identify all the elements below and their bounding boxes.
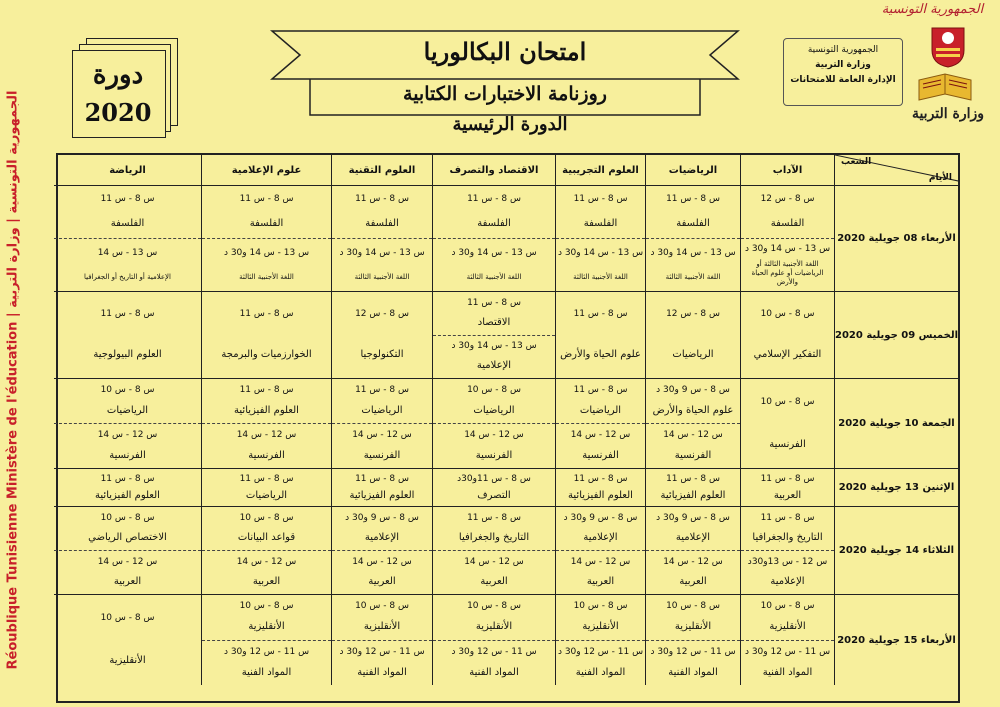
exam-time: س 8 - س 10: [239, 513, 294, 523]
exam-subject: المواد الفنية: [762, 666, 813, 678]
exam-time: س 8 - س 11: [100, 308, 155, 319]
exam-subject: الفرنسية: [769, 438, 806, 450]
exam-slot: [433, 379, 555, 423]
exam-time: س 12 - س 13و30د: [747, 557, 828, 567]
exam-cell: [740, 469, 834, 507]
exam-subject: التاريخ والجغرافيا: [752, 532, 823, 543]
exam-subject: الإعلامية: [476, 360, 512, 372]
exam-subject: العربية: [113, 576, 142, 587]
exam-cell: [201, 507, 331, 595]
exam-cell: [201, 379, 331, 469]
ministry-stamp: [783, 38, 903, 106]
exam-subject: الفلسفة: [477, 217, 511, 229]
exam-cell: [201, 292, 331, 379]
exam-subject: العلوم الفيزيائية: [660, 489, 726, 501]
exam-slot: [433, 469, 555, 506]
exam-slot: [332, 507, 432, 550]
exam-time: س 11 - س 12 و30 د: [744, 646, 831, 657]
exam-time: س 8 - س 11: [239, 308, 294, 319]
exam-subject: اللغة الأجنبية الثالثة: [354, 273, 410, 281]
exam-subject: الأنقليزية: [582, 621, 619, 633]
exam-time: س 12 - س 14: [236, 430, 297, 441]
exam-schedule-table: [56, 153, 960, 703]
exam-slot: [54, 292, 201, 378]
exam-subject: الإعلامية: [770, 576, 805, 587]
exam-slot: [646, 469, 740, 506]
exam-subject: الأنقليزية: [363, 621, 401, 633]
exam-subject: الرياضيات: [579, 404, 622, 416]
day-label: الأربعاء 08 جويلية 2020: [834, 186, 958, 292]
exam-time: س 11 - س 12 و30 د: [223, 646, 310, 657]
exam-cell: [645, 595, 740, 685]
exam-time: س 8 - س 11: [355, 194, 409, 205]
exam-time: س 8 - س 10: [467, 601, 521, 612]
exam-slot: [332, 292, 432, 378]
exam-time: س 12 - س 14: [570, 557, 631, 567]
exam-subject: قواعد البيانات: [237, 532, 296, 543]
exam-slot: [646, 423, 740, 468]
exam-subtitle: روزنامة الاختبارات الكتابية: [403, 83, 607, 105]
exam-subject: الرياضيات: [672, 349, 714, 361]
emblem-icon: [928, 24, 968, 68]
exam-time: س 13 - س 14 و30 د: [223, 248, 310, 258]
exam-time: س 8 - س 10: [239, 601, 294, 612]
exam-slot: [433, 595, 555, 640]
exam-subject: اللغة الأجنبية الثالثة: [573, 273, 628, 281]
exam-subject: الاقتصاد: [477, 316, 511, 328]
section-header: الآداب: [740, 155, 834, 186]
exam-cell: [740, 507, 834, 595]
exam-time: س 12 - س 14: [352, 430, 412, 441]
exam-slot: [556, 292, 645, 378]
exam-subject: المواد الفنية: [357, 666, 407, 678]
exam-cell: [331, 507, 432, 595]
exam-slot: [741, 292, 834, 378]
exam-time: س 8 - س 10: [355, 601, 409, 612]
exam-time: س 8 - س 11: [760, 473, 815, 484]
stamp-line-2: وزارة التربية: [815, 60, 871, 70]
exam-slot: [741, 507, 834, 550]
exam-time: س 8 - س 10: [467, 385, 521, 396]
exam-time: س 11 - س 12 و30 د: [650, 646, 736, 657]
exam-cell: [54, 186, 201, 292]
corner-cell: [834, 155, 958, 186]
exam-slot: [556, 595, 645, 640]
exam-slot: [433, 335, 555, 379]
exam-slot: [646, 292, 740, 378]
exam-time: س 8 - س 9 و30 د: [656, 385, 730, 396]
exam-subject: العربية: [586, 576, 615, 587]
exam-slot: [332, 550, 432, 594]
exam-slot: [556, 423, 645, 468]
exam-time: س 8 - س 11: [573, 308, 628, 319]
exam-slot: [202, 507, 331, 550]
exam-subject: الفلسفة: [770, 217, 805, 229]
exam-slot: [54, 238, 201, 291]
exam-slot: [741, 595, 834, 640]
exam-subject: اللغة الأجنبية الثالثة: [665, 273, 721, 281]
exam-slot: [741, 640, 834, 686]
exam-cell: [331, 379, 432, 469]
exam-slot: [741, 469, 834, 506]
exam-slot: [556, 550, 645, 594]
session-badge: [72, 38, 180, 138]
exam-cell: [555, 469, 645, 507]
exam-cell: [740, 292, 834, 379]
exam-subject: الاختصاص الرياضي: [88, 532, 167, 543]
exam-time: س 8 - س 11: [467, 297, 521, 308]
exam-subject: الفلسفة: [676, 217, 710, 229]
exam-subject: اللغة الأجنبية الثالثة: [239, 273, 294, 281]
exam-cell: [432, 507, 555, 595]
exam-slot: [54, 507, 201, 550]
exam-cell: [555, 379, 645, 469]
stamp-line-1: الجمهورية التونسية: [807, 45, 879, 55]
exam-slot: [646, 507, 740, 550]
exam-slot: [741, 186, 834, 238]
exam-time: س 8 - س 11: [355, 473, 409, 484]
exam-time: س 12 - س 14: [352, 557, 412, 567]
exam-time: س 12 - س 14: [464, 557, 524, 567]
exam-time: س 13 - س 14 و30 د: [339, 248, 425, 258]
section-header: الاقتصاد والتصرف: [432, 155, 555, 186]
exam-time: س 12 - س 14: [97, 430, 158, 441]
exam-cell: [54, 595, 201, 685]
exam-subject: اللغة الأجنبية الثالثة: [466, 273, 522, 281]
exam-subject: اللغة الأجنبية الثالثة أو الرياضيات أو علوم الحياة والأرض: [751, 259, 824, 286]
exam-cell: [54, 292, 201, 379]
exam-slot: [741, 550, 834, 594]
day-label: الثلاثاء 14 جويلية 2020: [834, 507, 958, 595]
exam-slot: [433, 186, 555, 238]
exam-subject: الفرنسية: [248, 449, 285, 461]
ministry-name: وزارة التربية: [911, 106, 985, 122]
section-header: علوم الإعلامية: [201, 155, 331, 186]
exam-subject: الرياضيات: [245, 489, 288, 501]
exam-slot: [646, 379, 740, 423]
exam-slot: [646, 550, 740, 594]
exam-time: س 8 - س 10: [100, 385, 155, 396]
exam-time: س 8 - س 11: [100, 194, 155, 205]
exam-slot: [646, 186, 740, 238]
day-label: الأربعاء 15 جويلية 2020: [834, 595, 958, 685]
exam-subject: العربية: [252, 576, 281, 587]
exam-subject: الأنقليزية: [109, 655, 146, 667]
exam-subject: العلوم الفيزيائية: [234, 404, 299, 416]
exam-slot: [433, 423, 555, 468]
exam-time: س 13 - س 14 و30 د: [744, 243, 831, 254]
exam-time: س 13 - س 14 و30 د: [451, 341, 537, 352]
stamp-line-3: الإدارة العامة للامتحانات: [790, 75, 896, 85]
exam-subject: المواد الفنية: [575, 666, 626, 678]
exam-cell: [432, 186, 555, 292]
exam-cell: [740, 379, 834, 469]
exam-time: س 8 - س 10: [666, 601, 720, 612]
exam-slot: [646, 640, 740, 686]
exam-cell: [201, 469, 331, 507]
exam-subject: التصرف: [477, 489, 511, 501]
exam-cell: [331, 292, 432, 379]
exam-subject: الرياضيات: [106, 404, 149, 416]
exam-subject: الفلسفة: [110, 217, 145, 229]
exam-slot: [332, 379, 432, 423]
exam-time: س 8 - س 9 و30 د: [345, 513, 419, 523]
exam-subject: الخوارزميات والبرمجة: [221, 349, 312, 361]
exam-subject: المواد الفنية: [668, 666, 718, 678]
exam-time: س 12 - س 14: [663, 557, 723, 567]
exam-slot: [202, 469, 331, 506]
exam-subject: علوم الحياة والأرض: [652, 404, 734, 416]
exam-cell: [555, 186, 645, 292]
exam-subject: الفرنسية: [475, 449, 513, 461]
exam-time: س 8 - س 10: [760, 396, 815, 407]
exam-time: س 8 - س 11: [100, 473, 155, 484]
exam-time: س 8 - س 12: [666, 308, 720, 319]
exam-time: س 12 - س 14: [236, 557, 297, 567]
exam-slot: [433, 550, 555, 594]
exam-time: س 8 - س 10: [760, 601, 815, 612]
exam-time: س 8 - س 11: [666, 194, 720, 205]
exam-time: س 12 - س 14: [464, 430, 524, 441]
exam-slot: [556, 186, 645, 238]
exam-subject: الأنقليزية: [248, 621, 285, 633]
books-icon: [915, 72, 975, 104]
exam-subject: الفرنسية: [582, 449, 619, 461]
exam-subject: الفلسفة: [583, 217, 618, 229]
exam-cell: [555, 292, 645, 379]
exam-slot: [556, 507, 645, 550]
exam-subject: الإعلامية: [364, 532, 400, 543]
exam-subject: الفرنسية: [363, 449, 401, 461]
exam-subject: العربية: [773, 489, 802, 501]
exam-time: س 8 - س 11: [355, 385, 409, 396]
exam-cell: [432, 379, 555, 469]
exam-time: س 8 - س 11: [239, 473, 294, 484]
exam-cell: [331, 186, 432, 292]
exam-time: س 8 - س 10: [100, 612, 155, 623]
exam-subject: التكنولوجيا: [360, 349, 404, 361]
exam-cell: [54, 379, 201, 469]
exam-slot: [54, 379, 201, 423]
exam-slot: [202, 550, 331, 594]
session-word: دورة: [92, 60, 144, 90]
exam-cell: [331, 595, 432, 685]
exam-time: س 8 - س 12: [355, 308, 409, 319]
exam-subject: الإعلامية: [583, 532, 618, 543]
exam-subject: الأنقليزية: [769, 621, 806, 633]
exam-slot: [54, 550, 201, 594]
exam-subject: العلوم الفيزيائية: [95, 489, 160, 501]
exam-subject: علوم الحياة والأرض: [560, 349, 641, 361]
exam-subject: الرياضيات: [361, 404, 403, 416]
section-header: العلوم التجريبية: [555, 155, 645, 186]
exam-subject: الفرنسية: [674, 449, 712, 461]
exam-subject: التفكير الإسلامي: [753, 349, 822, 361]
exam-slot: [54, 186, 201, 238]
vertical-sidebar-text: Réoublique Tunisienne Ministère de l'éducation | الجمهورية التونسية | وزارة التربية: [5, 90, 21, 670]
exam-subject: المواد الفنية: [241, 666, 292, 678]
section-header: الرياضة: [54, 155, 201, 186]
exam-cell: [432, 595, 555, 685]
exam-time: س 8 - س 11: [239, 385, 294, 396]
exam-time: س 11 - س 12 و30 د: [557, 646, 644, 657]
exam-slot: [741, 238, 834, 291]
exam-cell: [645, 186, 740, 292]
exam-cell: [645, 469, 740, 507]
exam-time: س 8 - س 11و30د: [457, 473, 531, 484]
exam-subject: العلوم الفيزيائية: [568, 489, 633, 501]
exam-slot: [433, 292, 555, 335]
exam-cell: [432, 292, 555, 379]
exam-subject: الإعلامية: [675, 532, 711, 543]
exam-slot: [556, 640, 645, 686]
exam-subject: العلوم الفيزيائية: [349, 489, 415, 501]
exam-time: س 8 - س 11: [573, 473, 628, 484]
exam-time: س 12 - س 14: [97, 557, 158, 567]
title-banner: [270, 25, 740, 115]
exam-subject: العلوم البيولوجية: [93, 349, 162, 361]
exam-slot: [332, 595, 432, 640]
exam-time: س 8 - س 11: [467, 513, 521, 523]
corner-sections-label: الشعب: [841, 157, 872, 167]
corner-days-label: الأيام: [928, 173, 952, 183]
exam-time: س 8 - س 11: [666, 473, 720, 484]
exam-slot: [646, 238, 740, 291]
day-label: الخميس 09 جويلية 2020: [834, 292, 958, 379]
exam-slot: [556, 469, 645, 506]
exam-cell: [740, 595, 834, 685]
exam-subject: العربية: [368, 576, 396, 587]
exam-slot: [332, 640, 432, 686]
exam-slot: [202, 186, 331, 238]
exam-time: س 8 - س 9 و30 د: [563, 513, 638, 523]
exam-subject: الرياضيات: [473, 404, 515, 416]
exam-time: س 11 - س 12 و30 د: [451, 646, 537, 657]
exam-subject: الفلسفة: [249, 217, 284, 229]
exam-cell: [54, 469, 201, 507]
exam-cell: [331, 469, 432, 507]
exam-time: س 8 - س 10: [100, 513, 155, 523]
exam-subject: العربية: [480, 576, 508, 587]
exam-slot: [332, 186, 432, 238]
exam-slot: [556, 238, 645, 291]
exam-cell: [740, 186, 834, 292]
exam-cell: [432, 469, 555, 507]
exam-slot: [202, 640, 331, 686]
exam-slot: [54, 595, 201, 685]
exam-time: س 8 - س 11: [573, 194, 628, 205]
exam-time: س 12 - س 14: [570, 430, 631, 441]
section-header: العلوم التقنية: [331, 155, 432, 186]
section-header: الرياضيات: [645, 155, 740, 186]
exam-slot: [54, 423, 201, 468]
exam-cell: [645, 292, 740, 379]
exam-time: س 13 - س 14 و30 د: [451, 248, 537, 258]
exam-time: س 8 - س 10: [760, 308, 815, 319]
exam-time: س 13 - س 14: [97, 248, 158, 258]
exam-time: س 13 - س 14 و30 د: [557, 248, 644, 258]
exam-slot: [433, 640, 555, 686]
exam-slot: [741, 379, 834, 468]
exam-slot: [202, 595, 331, 640]
exam-title: امتحان البكالوريا: [423, 37, 587, 66]
exam-cell: [555, 507, 645, 595]
exam-time: س 8 - س 9 و30 د: [656, 513, 730, 523]
exam-time: س 13 - س 14 و30 د: [650, 248, 736, 258]
exam-subject: المواد الفنية: [469, 666, 519, 678]
exam-slot: [332, 423, 432, 468]
exam-subject: الفلسفة: [365, 217, 399, 229]
exam-subject: الأنقليزية: [475, 621, 513, 633]
exam-time: س 8 - س 12: [760, 194, 815, 205]
exam-subject: العربية: [679, 576, 707, 587]
republic-header: الجمهورية التونسية: [881, 2, 984, 17]
exam-cell: [645, 507, 740, 595]
exam-time: س 8 - س 10: [573, 601, 628, 612]
exam-subject: الإعلامية أو التاريخ أو الجغرافيا: [84, 273, 171, 281]
exam-time: س 12 - س 14: [663, 430, 723, 441]
day-label: الجمعة 10 جويلية 2020: [834, 379, 958, 469]
exam-subject: الأنقليزية: [674, 621, 712, 633]
round-title: الدورة الرئيسية: [452, 114, 568, 135]
exam-cell: [201, 595, 331, 685]
exam-slot: [433, 507, 555, 550]
exam-slot: [202, 238, 331, 291]
exam-cell: [645, 379, 740, 469]
exam-subject: الفرنسية: [109, 449, 146, 461]
exam-time: س 8 - س 11: [760, 513, 815, 523]
exam-slot: [54, 469, 201, 506]
exam-slot: [202, 292, 331, 378]
exam-slot: [202, 423, 331, 468]
exam-subject: التاريخ والجغرافيا: [458, 532, 530, 543]
exam-slot: [202, 379, 331, 423]
exam-slot: [332, 238, 432, 291]
session-year: 2020: [84, 98, 152, 127]
exam-cell: [54, 507, 201, 595]
exam-slot: [646, 595, 740, 640]
exam-slot: [433, 238, 555, 291]
exam-time: س 8 - س 11: [467, 194, 521, 205]
exam-slot: [332, 469, 432, 506]
exam-slot: [556, 379, 645, 423]
exam-cell: [201, 186, 331, 292]
day-label: الإثنين 13 جويلية 2020: [834, 469, 958, 507]
exam-time: س 8 - س 11: [239, 194, 294, 205]
exam-time: س 8 - س 11: [573, 385, 628, 396]
exam-cell: [555, 595, 645, 685]
exam-time: س 11 - س 12 و30 د: [339, 646, 425, 657]
